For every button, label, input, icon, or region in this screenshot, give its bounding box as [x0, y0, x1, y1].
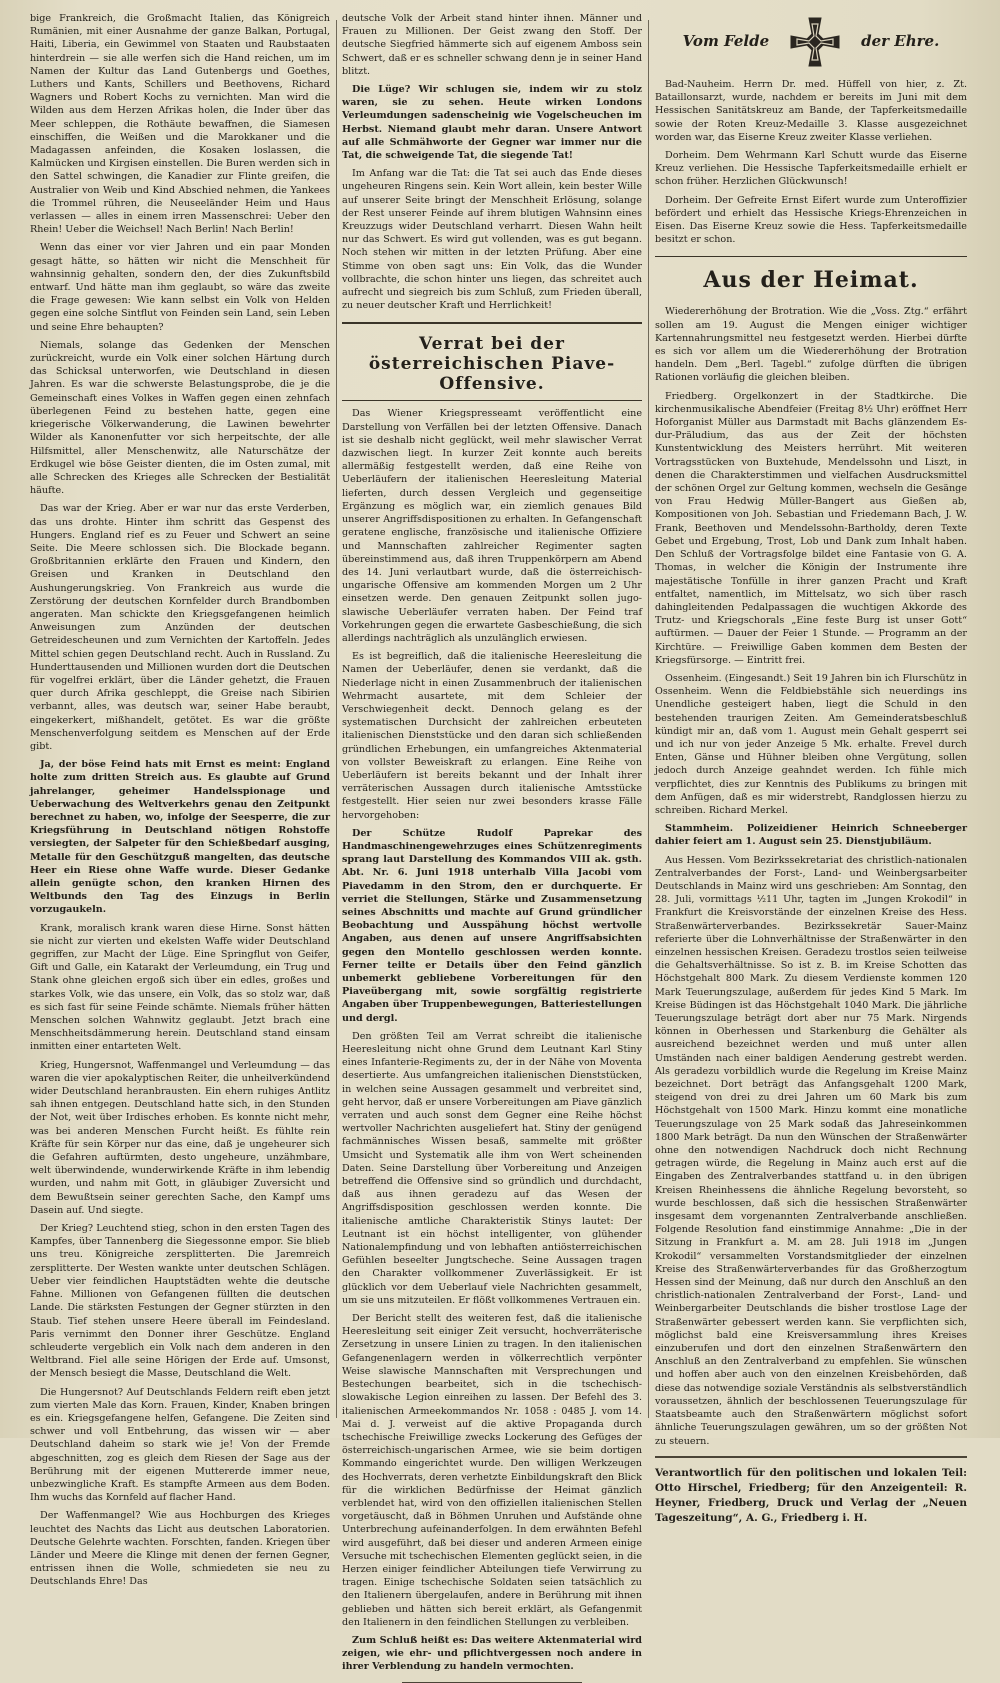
article-paragraph: Die Lüge? Wir schlugen sie, indem wir zu stolz waren, sie zu sehen. Heute wirken Londons Verleumdungen sadenscheinig wie Vogelscheuchen im Herbst. Niemand glaubt mehr daran. Unsere Antwort auf alle Schmähworte der Gegner war immer nur die Tat, die schweigende Tat, die siegende Tat! — [342, 84, 642, 162]
article-paragraph: Das war der Krieg. Aber er war nur das erste Verderben, das uns drohte. Hinter ihm schritt das Gespenst des Hungers. England rief es zu Feuer und Schwert an seine Seite. Die Meere schlossen sich. Die Blockade begann. Großbritannien erklärte den Frauen und Kindern, den Greisen und Kranken in Deutschland den Aushungerungskrieg. Von Frankreich aus wurde die Zerstörung der deutschen Kornfelder durch Brandbomben angeraten. Man schickte den Kriegsgefangenen heimlich Anweisungen zum Anzünden der deutschen Getreidescheunen und zum Vernichten der Kartoffeln. Jedes Mittel schien gegen Deutschland recht. Auch in Russland. Zu Hunderttausenden und Millionen wurden dort die Deutschen für vogelfrei erklärt, über die Länder gehetzt, die Frauen quer durch Afrika geschleppt, die Greise nach Sibirien verbannt, alles, was deutsch war, seiner Habe beraubt, eingekerkert, mißhandelt, getötet. Es war die größte Menschenverfolgung seitdem es Menschen auf der Erde gibt. — [30, 503, 330, 752]
imprint-rule — [655, 1456, 967, 1458]
article-paragraph: Der Schütze Rudolf Paprekar des Handmaschinengewehrzuges eines Schützenregiments sprang laut Darstellung des Kommandos VIII ak. gsth. Abt. Nr. 6. Juni 1918 unterhalb Villa Jacobi vom Piavedamm in den Strom, den er durchquerte. Er verriet die Stellungen, Stärke und Zusammensetzung seines Abschnitts und machte auf Grund gründlicher Beobachtung und Ausspähung höchst wertvolle Angaben, aus denen auf unsere Angriffsabsichten gegen den Montello geschlossen werden konnte. Ferner teilte er Details über den Feind gänzlich unbemerkt gebliebene Vorbereitungen für den Piaveübergang mit, sowie sorgfältig registrierte Angaben über Truppenbewegungen, Batteriestellungen und dergl. — [342, 827, 642, 1024]
article-heading: Verrat bei der österreichischen Piave-Offensive. — [342, 322, 642, 401]
article-paragraph: Es ist begreiflich, daß die italienische Heeresleitung die Namen der Ueberläufer, denen sie verdankt, daß die Niederlage nicht in einen Zusammenbruch der italienischen Wehrmacht ausartete, mit dem Schleier der Verschwiegenheit deckt. Dennoch gelang es der systematischen Durchsicht der zahlreichen erbeuteten italienischen Dienststücke und den daran sich schließenden gründlichen Erhebungen, ein umfangreiches Aktenmaterial von vollster Beweiskraft zu erlangen. Eine Reihe von Ueberläufern ist bereits bekannt und der Inhalt ihrer verräterischen Aussagen durch italienische Amtsstücke festgestellt. Hier seien nur zwei besonders krasse Fälle hervorgehoben: — [342, 651, 642, 821]
column-3 — [655, 12, 967, 1524]
news-item: Ossenheim. (Eingesandt.) Seit 19 Jahren bin ich Flurschütz in Ossenheim. Wenn die Feldbiebstähle sich neuerdings ins Unendliche gesteigert haben, liegt die Schuld in den bestehenden traurigen Zeiten. Am Gemeinderatsbeschluß kündigt mir an, daß vom 1. August mein Gehalt gesperrt sei und ich nur von jeder Anzeige 5 Mk. erhalte. Frevel durch Enten, Gänse und Hühner bleiben ohne Vergütung, sollen jedoch durch Anzeige geahndet werden. Ich fühle mich verpflichtet, dies zur Kenntnis des Publikums zu bringen mit dem Anfügen, daß es mir widerstrebt, Randglossen hierzu zu schreiben. Richard Merkel. — [655, 672, 967, 816]
article-paragraph: Das Wiener Kriegspresseamt veröffentlicht eine Darstellung von Verfällen bei der letzten Offensive. Danach ist sie deshalb nicht geglückt, weil mehr slawischer Verrat dazwischen liegt. In kurzer Zeit konnte auch bereits allermäßig festgestellt werden, daß eine Reihe von Ueberläufern der italienischen Heeresleitung Material lieferten, durch dessen Vergleich und gegenseitige Ergänzung es möglich war, ein ziemlich genaues Bild unserer Angriffsdispositionen zu erhalten. In Gefangenschaft geratene englische, französische und italienische Offiziere und Mannschaften zahlreicher Regimenter sagten übereinstimmend aus, daß ihren Truppenkörpern am Abend des 14. Juni verlautbart wurde, daß die österreichisch-ungarische Offensive am kommenden Morgen um 2 Uhr einsetzen werde. Den genauen Zeitpunkt sollen jugo-slawische Ueberläufer verraten haben. Der Feind traf Vorkehrungen gegen die erwartete Gasbeschießung, die sich allerdings nachträglich als unzulänglich erwiesen. — [342, 408, 642, 644]
imprint: Verantwortlich für den politischen und lokalen Teil: Otto Hirschel, Friedberg; für den Anzeigenteil: R. Heyner, Friedberg, Druck und Verlag der „Neuen Tageszeitung“, A. G., Friedberg i. H. — [655, 1466, 967, 1524]
article-paragraph: Der Bericht stellt des weiteren fest, daß die italienische Heeresleitung seit einiger Zeit versucht, hochverräterische Zersetzung in unsere Linien zu tragen. In den italienischen Gefangenenlagern werden in völkerrechtlich verpönter Weise slawische Mannschaften mit Versprechungen und Bestechungen bearbeitet, sich in die tschechisch-slowakische Legion einreihen zu lassen. Der Befehl des 3. italienischen Armeekommandos Nr. 1058 : 0485 J. vom 14. Mai d. J. verweist auf die aktive Propaganda durch tschechische Freiwillige zwecks Lockerung des Gefüges der österreichisch-ungarischen Armee, wie sie beim dortigen Kommando eingerichtet wurde. Den willigen Werkzeugen des Hochverrats, deren verhetzte Einbildungskraft den Blick für die wirklichen Bedürfnisse der Heimat gänzlich verblendet hat, wird von den offiziellen italienischen Stellen vorgetäuscht, daß in Böhmen Unruhen und Aufstände ohne Unterbrechung aufeinanderfolgen. In dem erwähnten Befehl wird ausgeführt, daß bei dieser und anderen Armeen einige Versuche mit tschechischen Elementen geglückt seien, in die Herzen einiger feindlicher Abteilungen tiefe Verwirrung zu tragen. Einige tschechische Soldaten seien tatsächlich zu den Italienern übergelaufen, andere in Berührung mit ihnen geblieben und hätten sich bereit erklärt, als Gefangenmit den Italienern in den feindlichen Stellungen zu verbleiben. — [342, 1313, 642, 1628]
column-divider — [336, 20, 337, 1418]
end-rule — [402, 1682, 582, 1683]
news-item: Dorheim. Der Gefreite Ernst Eifert wurde zum Unteroffizier befördert und erhielt das Hessische Kriegs-Ehrenzeichen in Eisen. Das Eiserne Kreuz sowie die Hess. Tapferkeitsmedaille besitzt er schon. — [655, 194, 967, 246]
article-paragraph: deutsche Volk der Arbeit stand hinter ihnen. Männer und Frauen zu Millionen. Der Geist zwang den Stoff. Der deutsche Siegfried hämmerte sich auf eigenem Amboss sein Schwert, daß er es schneller schwang denn je in seiner Hand blitzt. — [342, 13, 642, 77]
news-item: Aus Hessen. Vom Bezirkssekretariat des christlich-nationalen Zentralverbandes der Forst-, Land- und Weinbergsarbeiter Deutschlands in Mainz wird uns geschrieben: Am Sonntag, den 28. Juli, vormittags ½11 Uhr, tagten im „Jungen Krokodil“ in Frankfurt die Kreisvorstände der einzelnen Kreise des Hess. Straßenwärterverbandes. Bezirkssekretär Sauer-Mainz referierte über die Lohnverhältnisse der Straßenwärter in den einzelnen hessischen Kreisen. Geradezu trostlos seien teilweise die Gehaltsverhältnisse. So ist z. B. im Kreise Schotten das Höchstgehalt 800 Mark. Zu diesem Verdienste kommen 120 Mark Teuerungszulage, außerdem für jedes Kind 5 Mark. Im Kreise Büdingen ist das Höchstgehalt 1040 Mark. Die jährliche Teuerungszulage beträgt dort aber nur 75 Mark. Nirgends können in Oberhessen und Starkenburg die Gehälter als ausreichend bezeichnet werden und muß unter allen Umständen nach einer baldigen Aenderung gestrebt werden. Als geradezu vorbildlich wurde die Regelung im Kreise Mainz bezeichnet. Dort beträgt das Anfangsgehalt 1200 Mark, steigend von drei zu drei Jahren um 60 Mark bis zum Höchstgehalt von 1500 Mark. Hinzu kommt eine monatliche Teuerungszulage von 25 Mark sodaß das Jahreseinkommen 1800 Mark beträgt. Da nun den Wünschen der Straßenwärter ohne den notwendigen Nachdruck doch nicht Rechnung getragen würde, die Regelung in Mainz auch erst auf die Eingaben des Zentralverbandes stattfand u. in den übrigen Kreisen Rheinhessens die ähnliche Regelung bevorsteht, so wurde beschlossen, daß sich die hessischen Straßenwärter insgesamt dem vorgenannten Zentralverbande anschließen. Folgende Resolution fand einstimmige Annahme: „Die in der Sitzung in Frankfurt a. M. am 28. Juli 1918 im „Jungen Krokodil“ versammelten Vorstandsmitglieder der einzelnen Kreise des Straßenwärterverbandes für das Großherzogtum Hessen sind der Meinung, daß nur durch den Anschluß an den christlich-nationalen Zentralverband der Forst-, Land- und Weinbergarbeiter Deutschlands die bisher trostlose Lage der Straßenwärter gebessert werden kann. Sie verpflichten sich, möglichst bald eine Kreisversammlung ihres Kreises einzuberufen und dort den einzelnen Straßenwärtern den Anschluß an den Zentralverband zu empfehlen. Sie wünschen und hoffen aber auch von den einzelnen Kreisbehörden, daß diese das notwendige soziale Verständnis als selbstverständlich voraussetzen, ähnlich der beschlossenen Teuerungszulage für Staatsbeamte auch den Straßenwärtern möglichst sofort ähnliche Teuerungszulagen gewähren, um so der größten Not zu steuern. — [655, 854, 967, 1447]
honor-heading-right: der Ehre. — [861, 32, 940, 51]
article-paragraph: Wenn das einer vor vier Jahren und ein paar Monden gesagt hätte, so hätten wir nicht die Menschheit für wahnsinnig gehalten, sondern den, der dies Zukunftsbild entwarf. Und hätte man ihm geglaubt, so wäre das zweite die Frage gewesen: Wie kann selbst ein Volk von Helden gegen eine solche Sintflut von Feinden sein Land, sein Leben und seine Ehre behaupten? — [30, 242, 330, 333]
article-paragraph: Krank, moralisch krank waren diese Hirne. Sonst hätten sie nicht zur vierten und ekelsten Waffe wider Deutschland gegriffen, zur Macht der Lüge. Eine Springflut von Geifer, Gift und Galle, ein Katarakt der Verleumdung, ein Trug und Stank ohne gleichen ergoß sich über ein edles, großes und starkes Volk, wie das unsere, ein Volk, das so stolz war, daß es sich fast für seine Feinde schämte. Niemals früher hätten Menschen solchen Wahnwitz geglaubt. Jetzt brach eine Menschheitsdämmerung herein. Deutschland stand einsam inmitten einer entarteten Welt. — [30, 922, 330, 1053]
article-paragraph: Krieg, Hungersnot, Waffenmangel und Verleumdung — das waren die vier apokalyptischen Reiter, die unheilverkündend wider Deutschland heranbrausten. Ein ehern ruhiges Antlitz sah ihnen entgegen. Deutschland hatte sich, in den Stunden der Not, weit über Irdisches erhoben. Es konnte nicht mehr, was bei anderen Menschen Furcht heißt. Es fühlte rein Kräfte für sein Körper nur das eine, daß je ungeheurer sich die Gefahren auftürmten, desto ungeheure, unzähmbare, welt überwindende, wunderwirkende Kräfte in ihm lebendig wurden, und nahm mit Gott, in gläubiger Zuversicht und dem Bewußtsein seiner gerechten Sache, den Kampf ums Dasein auf. Und siegte. — [30, 1059, 330, 1216]
column-2 — [342, 12, 642, 1673]
article-paragraph: Die Hungersnot? Auf Deutschlands Feldern reift eben jetzt zum vierten Male das Korn. Frauen, Kinder, Knaben bringen es ein. Kriegsgefangene helfen, Gefangene. Die Zeiten sind schwer und voll Entbehrung, das wissen wir — aber Deutschland daheim so stark wie je! Von der Fremde abgeschnitten, zog es gleich dem Riesen der Sage aus der Berührung mit der eigenen Muttererde immer neue, unbezwingliche Kraft. Es stampfte Armeen aus dem Boden. Ihm wuchs das Kornfeld auf flacher Hand. — [30, 1386, 330, 1504]
article-paragraph: Im Anfang war die Tat: die Tat sei auch das Ende dieses ungeheuren Ringens sein. Kein Wort allein, kein bester Wille auf unserer Seite bringt der Menschheit Erlösung, solange der Rest unserer Feinde auf ihrem blutigen Wahnsinn eines Kreuzzugs wider Deutschland verharrt. Diesen Wahn heilt nur das Schwert. Es wird gut vollenden, was es gut begann. Noch stehen wir mitten in der letzten Prüfung. Aber eine Stimme von oben sagt uns: Ein Volk, das die Wunder vollbrachte, die schon hinter uns liegen, das schreitet auch aufrecht und siegreich bis zum Schluß, zum Frieden überall, zu neuer deutscher Kraft und Herrlichkeit! — [342, 168, 642, 312]
column-1 — [30, 12, 330, 1588]
news-item: Stammheim. Polizeidiener Heinrich Schneeberger dahier feiert am 1. August sein 25. Dienstjubiläum. — [655, 823, 967, 848]
article-paragraph: Der Waffenmangel? Wie aus Hochburgen des Krieges leuchtet des Nachts das Licht aus deutschen Laboratorien. Deutsche Gelehrte wachten. Forschten, fanden. Kriegen über Länder und Meere die Klinge mit denen der fernen Gegner, entrissen ihnen die Wolle, schmiedeten sie neu zu Deutschlands Ehre! Das — [30, 1510, 330, 1588]
section-heading: Aus der Heimat. — [655, 256, 967, 299]
article-paragraph: Ja, der böse Feind hats mit Ernst es meint: England holte zum dritten Streich aus. Es glaubte auf Grund jahrelanger, geheimer Handelsspionage und Ueberwachung des Weltverkehrs genau den Zeitpunkt berechnet zu haben, wo, infolge der Seesperre, die zur Kriegsführung in Deutschland nötigen Rohstoffe versiegten, der Salpeter für den Schießbedarf ausging, Metalle für den Geschützguß mangelten, das deutsche Heer ein Riese ohne Waffe wurde. Dieser Gedanke allein genügte schon, den kranken Hirnen des Weltbunds den Tag des Einzugs in Berlin vorzugaukeln. — [30, 759, 330, 916]
article-paragraph: Den größten Teil am Verrat schreibt die italienische Heeresleitung nicht ohne Grund dem Leutnant Karl Stiny eines Infanterie-Regiments zu, der in der Nähe von Moventa desertierte. Aus umfangreichen italienischen Dienststücken, in welchen seine Aussagen gesammelt und verbreitet sind, geht hervor, daß er unsere Vorbereitungen am Piave gänzlich verraten und auch sonst dem Gegner eine Reihe höchst wertvoller Nachrichten ausgeliefert hat. Stiny der genügend fachmännisches Wissen besaß, sammelte mit größter Umsicht und Systematik alle ihm von Wert scheinenden Daten. Seine Darstellung über Vorbereitung und Anzeigen betreffend die Offensive sind so gründlich und durchdacht, daß aus ihnen geradezu auf das Wesen der Angriffsdisposition geschlossen werden konnte. Die italienische amtliche Charakteristik Stinys lautet: Der Leutnant ist ein höchst intelligenter, von glühender Nationalempfindung und von lebhaften antiösterreichischen Gefühlen beseelter Jungtscheche. Seine Aussagen tragen den Charakter vollkommener Zuverlässigkeit. Er ist glücklich vor dem Ueberlauf viele Nachrichten gesammelt, um sie uns mitzuteilen. Er flößt vollkommenes Vertrauen ein. — [342, 1030, 642, 1306]
column-divider — [648, 20, 649, 1418]
news-item: Friedberg. Orgelkonzert in der Stadtkirche. Die kirchenmusikalische Abendfeier (Freitag 8½ Uhr) eröffnet Herr Hoforganist Müller aus Darmstadt mit Bachs glänzendem Es-dur-Präludium, das aus der Zeit der höchsten Kunstentwicklung des Meisters herrührt. Mit weiteren Vortragsstücken von Buxtehude, Mendelssohn und Liszt, in denen die Charakterstimmen und vielfachen Ausdrucksmittel der schönen Orgel zur Geltung kommen, wechseln die Gesänge von Frau Hedwig Müller-Bangert aus Gießen ab, Kompositionen von Joh. Sebastian und Friedemann Bach, J. W. Frank, Beethoven und Mendelssohn-Bartholdy, deren Texte Gebet und Ergebung, Trost, Lob und Dank zum Inhalt haben. Den Schluß der Vortragsfolge bildet eine Fantasie von G. A. Thomas, in welcher die Königin der Instrumente ihre majestätische Tonfülle in ihrer ganzen Pracht und Kraft entfaltet, namentlich, im Mittelsatz, wo sich über rasch dahingleitenden Pedalpassagen die wuchtigen Akkorde des Trutz- und Kriegschorals „Eine feste Burg ist unser Gott“ auftürmen. — Dauer der Feier 1 Stunde. — Programm an der Kirchtüre. — Freiwillige Gaben kommen dem Besten der Kriegsfürsorge. — Eintritt frei. — [655, 390, 967, 666]
article-paragraph: bige Frankreich, die Großmacht Italien, das Königreich Rumänien, mit einer Ausnahme der ganze Balkan, Portugal, Haiti, Liberia, ein Gewimmel von Staaten und Raubstaaten hinterdrein — sie alle werfen sich die Hand reichen, um im Namen der Kultur das Land Gutenbergs und Goethes, Luthers und Kants, Schillers und Beethovens, Richard Wagners und Robert Kochs zu vernichten. Man wird die Wilden aus dem Herzen Afrikas holen, die Inder über das Meer schleppen, die Rothäute bewaffnen, die Siamesen einschiffen, die Weißen und die Marokkaner und die Madagassen anfeinden, die Kosaken loslassen, die Kalmücken und Kirgisen einstellen. Die Buren werden sich in den Sattel schwingen, die Kanadier zur Flinte greifen, die Australier von Weib und Kind Abschied nehmen, die Yankees die Trommel rühren, die Neuseeländer Heim und Haus verlassen — alles in einem irren Massenschrei: Ueber den Rhein! Ueber die Weichsel! Nach Berlin! Nach Berlin! — [30, 13, 330, 236]
news-item: Dorheim. Dem Wehrmann Karl Schutt wurde das Eiserne Kreuz verliehen. Die Hessische Tapferkeitsmedaille erhielt er schon früher. Herzlichen Glückwunsch! — [655, 150, 967, 188]
news-item: Bad-Nauheim. Herrn Dr. med. Hüffell von hier, z. Zt. Bataillonsarzt, wurde, nachdem er bereits im Juni mit dem Hessischen Sanitätskreuz am Bande, der Tapferkeitsmedaille sowie der Roten Kreuz-Medaille 3. Klasse ausgezeichnet worden war, das Eiserne Kreuz zweiter Klasse verliehen. — [655, 79, 967, 143]
article-paragraph: Zum Schluß heißt es: Das weitere Aktenmaterial wird zeigen, wie ehr- und pflichtvergessen noch andere in ihrer Verblendung zu handeln vermochten. — [342, 1634, 642, 1673]
honor-heading — [655, 14, 967, 70]
iron-cross-icon — [787, 14, 843, 70]
article-paragraph: Der Krieg? Leuchtend stieg, schon in den ersten Tagen des Kampfes, über Tannenberg die Siegessonne empor. Sie blieb uns treu. Königreiche zersplitterten. Die Jaremreich zersplitterte. Der Westen wankte unter deutschen Schlägen. Ueber vier feindlichen Hauptstädten wehte die deutsche Fahne. Millionen von Gefangenen füllten die deutschen Lande. Die stärksten Festungen der Gegner stürzten in den Staub. Tief stehen unsere Heere überall im Feindesland. Paris vernimmt den Donner ihrer Geschütze. England schleuderte vergeblich ein Volk nach dem anderen in den Weltbrand. Fiel alle seine Hörigen der Erde auf. Umsonst, der Mensch besiegt die Masse, Deutschland die Welt. — [30, 1223, 330, 1380]
honor-heading-left: Vom Felde — [682, 32, 770, 51]
article-paragraph: Niemals, solange das Gedenken der Menschen zurückreicht, wurde ein Volk einer solchen Härtung durch das Schicksal unterworfen, wie Deutschland in diesen Jahren. Es war die schwerste Belastungsprobe, die je die Gemeinschaft eines Volkes in Waffen gegen einen zehnfach überlegenen Feind zu bestehen hatte, gegen eine kriegerische Völkerwanderung, die Lawinen bewehrter Wilder als Kanonenfutter vor sich herpeitschte, der alle Hilfsmittel, aller Menschenwitz, alle Naturschätze der Erdkugel wie böse Geister dienten, die im Osten zumal, mit alle Schrecken des Krieges alle Schrecken der Bestialität häufte. — [30, 339, 330, 497]
news-item: Wiedererhöhung der Brotration. Wie die „Voss. Ztg.“ erfährt sollen am 19. August die Mengen einiger wichtiger Kartennahrungsmittel neu festgesetzt werden. Hierbei dürfte es sich vor allem um die Wiedererhöhung der Brotration handeln. Dem „Berl. Tagebl.“ zufolge dürften die übrigen Rationen vorläufig die gleichen bleiben. — [655, 306, 967, 384]
